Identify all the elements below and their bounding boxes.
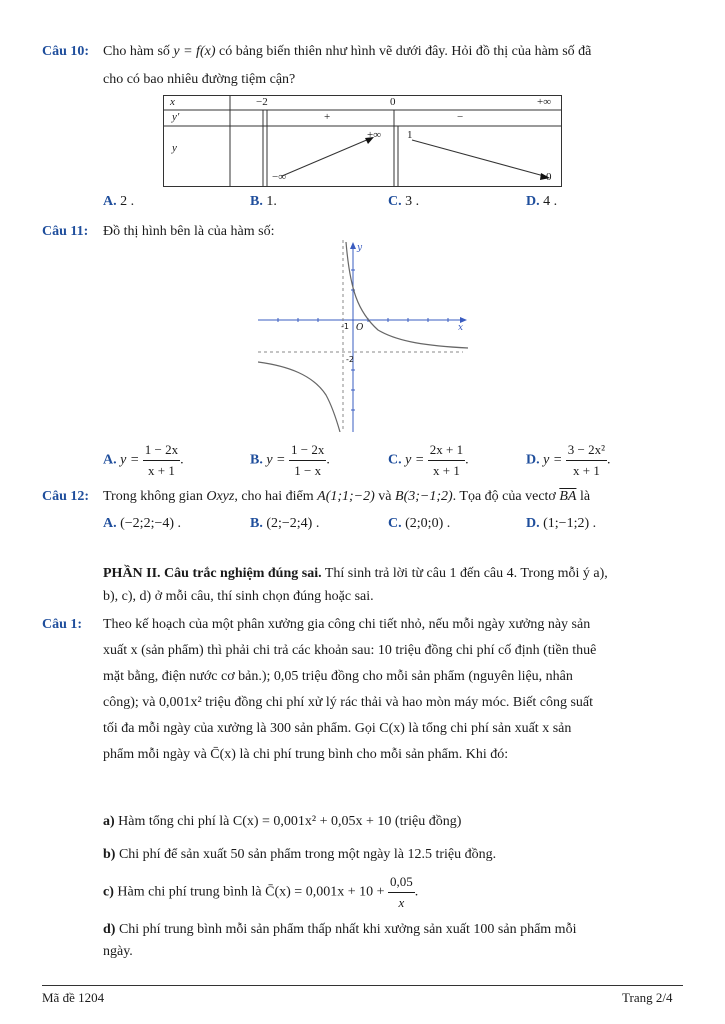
c1-line-3: mặt bằng, điện nước cơ bản.); 0,05 triệu đồng cho mỗi sản phẩm (nguyên liệu, nhân (103, 669, 573, 684)
footer-exam-code: Mã đề 1204 (42, 990, 105, 1005)
tick-neg2: -2 (346, 355, 354, 364)
question-11-label: Câu 11: (42, 224, 89, 239)
part2-heading: PHẦN II. Câu trắc nghiệm đúng sai. Thí sinh trả lời từ câu 1 đến câu 4. Trong mỗi ý a), (103, 566, 608, 581)
y-val-0: 0 (546, 171, 552, 183)
q10-option-b[interactable]: B. 1. (250, 194, 277, 209)
q10-option-d[interactable]: D. 4 . (526, 194, 558, 209)
part2-question-1-body (103, 615, 683, 771)
question-10-text2: cho có bao nhiêu đường tiệm cận? (103, 72, 296, 87)
question-10-text: Cho hàm số y = f(x) có bảng biến thiên như hình vẽ dưới đây. Hỏi đồ thị của hàm số đã (103, 44, 592, 59)
row-y-label: y (172, 142, 177, 154)
origin-label: O (356, 323, 364, 333)
variation-table-graphic (164, 96, 561, 186)
sign-2: − (457, 111, 464, 123)
q11-option-a[interactable]: A. y = $\frac{1 - 2x}{x + 1}$ . (103, 442, 184, 478)
c1-statement-d[interactable]: d) Chi phí trung bình mỗi sản phẩm thấp nhất khi xưởng sản xuất 100 sản phẩm mỗi (103, 922, 577, 937)
sign-1: + (324, 111, 331, 123)
part2-question-1-label: Câu 1: (42, 617, 83, 632)
x-axis-label: x (458, 323, 464, 333)
c1-line-4: công); và 0,001x² triệu đồng chi phí xử lý rác thải và hao mòn máy móc. Biết công suất (103, 695, 594, 710)
c1-line-6: phẩm mỗi ngày và C̄(x) là chi phí trung bình cho mỗi sản phẩm. Khi đó: (103, 747, 509, 762)
x-val-3: +∞ (537, 96, 552, 108)
q10-option-c[interactable]: C. 3 . (388, 194, 420, 209)
q12-option-a[interactable]: A. (−2;2;−4) . (103, 516, 182, 531)
row-x-label: x (170, 96, 175, 108)
q10-option-a[interactable]: A. 2 . (103, 194, 135, 209)
tick-neg1: -1 (341, 322, 349, 331)
c1-line-2: xuất x (sản phẩm) thì phải chi trả các khoản sau: 10 triệu đồng chi phí cố định (tiền thuê (103, 643, 597, 658)
y-val-plus-inf: +∞ (367, 129, 382, 141)
c1-statement-d-cont: ngày. (103, 944, 133, 959)
q11-option-d[interactable]: D. y = $\frac{\text{3 − 2x²}}{x + 1}$ . (526, 442, 611, 478)
c1-line-5: tối đa mỗi ngày của xưởng là 300 sản phẩm. Gọi C(x) là tổng chi phí sản xuất x sản (103, 721, 572, 736)
y-val-1: 1 (407, 129, 413, 141)
question-12-text: Trong không gian Oxyz, cho hai điểm A(1;1;−2) và B(3;−1;2). Tọa độ của vectơ $\overline{BA}$ là (103, 489, 591, 504)
question-label: Câu 10: (42, 44, 90, 59)
c1-statement-b[interactable]: b) Chi phí để sản xuất 50 sản phẩm trong một ngày là 12.5 triệu đồng. (103, 847, 497, 862)
x-val-1: −2 (256, 96, 268, 108)
y-val-minus-inf: −∞ (272, 171, 287, 183)
q12-option-c[interactable]: C. (2;0;0) . (388, 516, 451, 531)
q11-option-b[interactable]: B. y = $\frac{1 - 2x}{1 - x}$ . (250, 442, 330, 478)
footer-divider (42, 985, 683, 986)
question-11-text: Đồ thị hình bên là của hàm số: (103, 224, 275, 239)
q11-option-c[interactable]: C. y = $\frac{2x + 1}{x + 1}$ . (388, 442, 469, 478)
c1-statement-a[interactable]: a) Hàm tổng chi phí là C(x) = 0,001x² + 0,05x + 10 (triệu đồng) (103, 814, 462, 829)
question-12-label: Câu 12: (42, 489, 90, 504)
part2-text2: b), c), d) ở mỗi câu, thí sinh chọn đúng hoặc sai. (103, 589, 374, 604)
hyperbola-graph (258, 240, 470, 432)
c1-statement-c[interactable]: c) Hàm chi phí trung bình là C̄(x) = 0,001x + 10 + $\frac{0,05}{x}$ . (103, 874, 419, 910)
row-yprime-label: y′ (172, 111, 180, 123)
y-axis-label: y (357, 243, 363, 253)
q12-option-d[interactable]: D. (1;−1;2) . (526, 516, 597, 531)
footer-page-number: Trang 2/4 (622, 990, 673, 1005)
variation-table (163, 95, 562, 187)
c1-line-1: Theo kế hoạch của một phân xưởng gia công chi tiết nhỏ, nếu mỗi ngày xưởng này sản (103, 617, 591, 632)
q12-option-b[interactable]: B. (2;−2;4) . (250, 516, 320, 531)
x-val-2: 0 (390, 96, 396, 108)
